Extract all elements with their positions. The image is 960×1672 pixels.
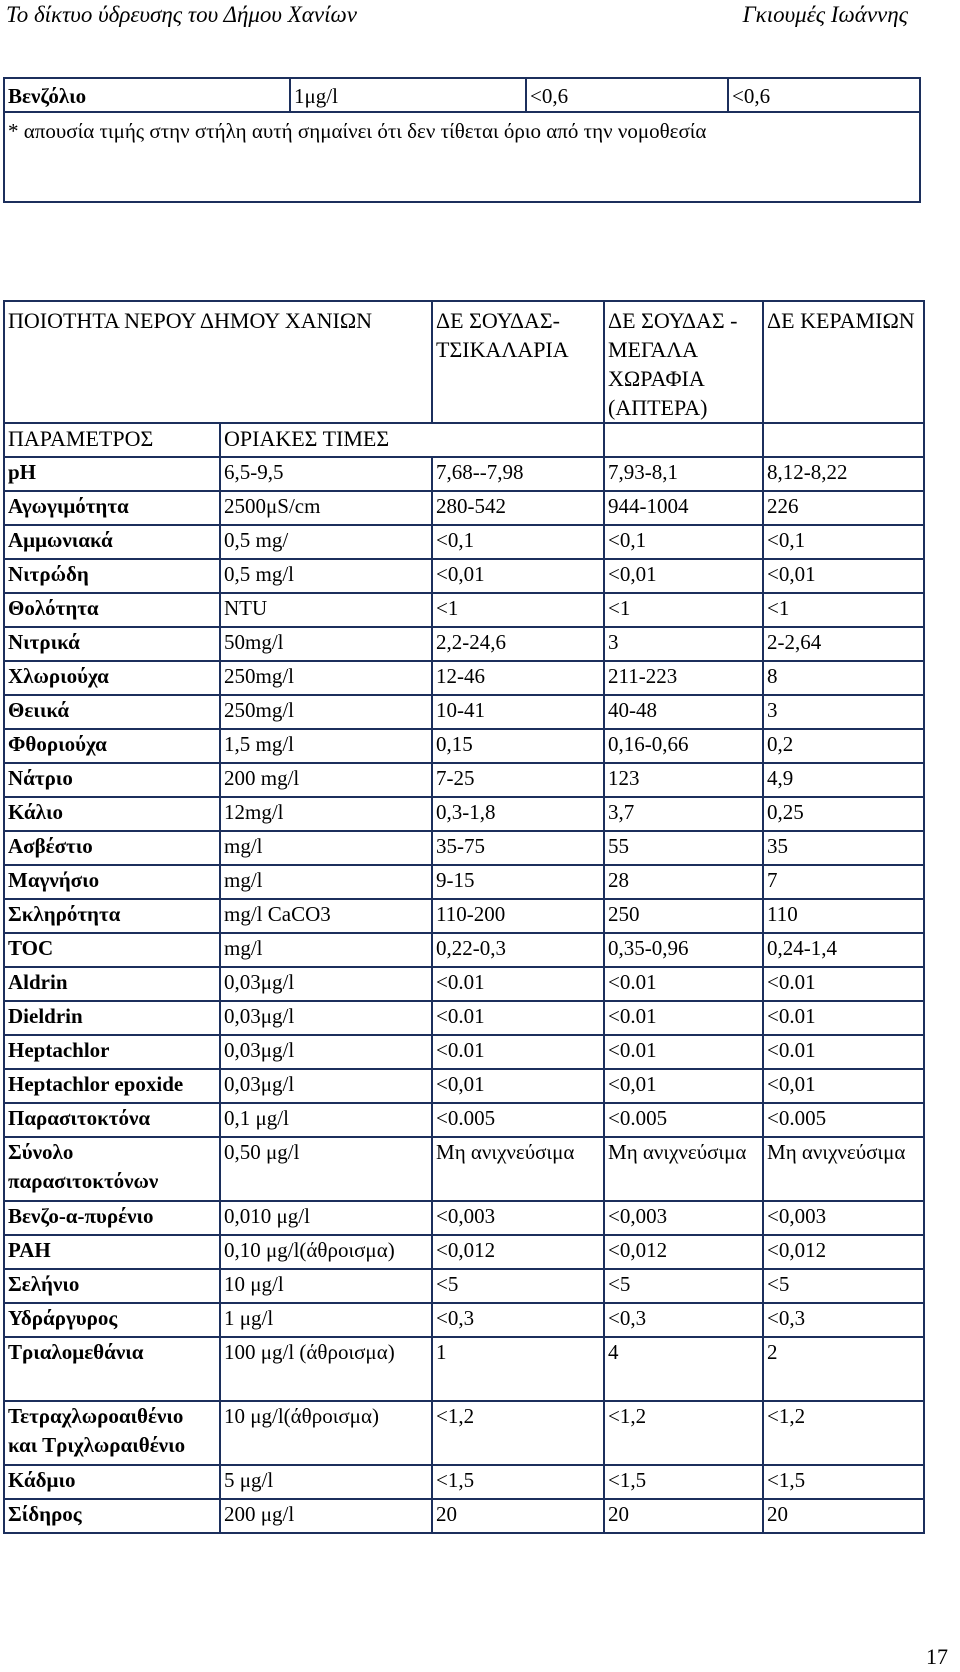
parameter-name: Dieldrin [4,1001,220,1035]
measured-value: 280-542 [432,491,604,525]
measured-value: Μη ανιχνεύσιμα [604,1137,763,1201]
benzene-limit: 1μg/l [289,79,525,111]
limit-value: NTU [220,593,432,627]
benzene-param: Βενζόλιο [8,84,87,108]
limit-values-header: ΟΡΙΑΚΕΣ ΤΙΜΕΣ [220,423,604,457]
limit-value: 5 μg/l [220,1465,432,1499]
measured-value: <0,3 [604,1303,763,1337]
measured-value: 4,9 [763,763,924,797]
table-row [4,1001,924,1035]
measured-value: 226 [763,491,924,525]
measured-value: <1,5 [604,1465,763,1499]
measured-value: 7,93-8,1 [604,457,763,491]
measured-value: <0,01 [763,559,924,593]
column-header-tsikalaria: ΔΕ ΣΟΥΔΑΣ-ΤΣΙΚΑΛΑΡΙΑ [432,301,604,423]
benzene-value-1: <0,6 [525,79,727,111]
limit-value: 250mg/l [220,661,432,695]
measured-value: <0.01 [763,967,924,1001]
table-row [4,899,924,933]
limit-value: mg/l [220,865,432,899]
measured-value: 0,35-0,96 [604,933,763,967]
measured-value: <0,012 [432,1235,604,1269]
measured-value: 9-15 [432,865,604,899]
water-quality-table [3,300,925,1534]
limit-value: 200 μg/l [220,1499,432,1533]
limit-value: 1 μg/l [220,1303,432,1337]
measured-value: <0,01 [604,1069,763,1103]
measured-value: 123 [604,763,763,797]
measured-value: <5 [432,1269,604,1303]
measured-value: 8 [763,661,924,695]
empty-header-cell [763,423,924,457]
table-row [4,1303,924,1337]
measured-value: <1 [432,593,604,627]
parameter-header: ΠΑΡΑΜΕΤΡΟΣ [4,423,220,457]
table-row [4,695,924,729]
measured-value: 20 [432,1499,604,1533]
measured-value: 28 [604,865,763,899]
limit-value: 100 μg/l (άθροισμα) [220,1337,432,1401]
measured-value: <0.01 [432,1035,604,1069]
parameter-name: Φθοριούχα [4,729,220,763]
table-row [4,1137,924,1201]
parameter-name: Ασβέστιο [4,831,220,865]
limit-value: 0,1 μg/l [220,1103,432,1137]
table-row [4,967,924,1001]
table-row [4,1201,924,1235]
limit-value: 0,5 mg/l [220,559,432,593]
running-header-author: Γκιουμές Ιωάννης [742,2,908,27]
parameter-name: Χλωριούχα [4,661,220,695]
measured-value: <0,01 [604,559,763,593]
parameter-name: Σελήνιο [4,1269,220,1303]
measured-value: 1 [432,1337,604,1401]
parameter-name: Τετραχλωροαιθένιο και Τριχλωραιθένιο [4,1401,220,1465]
measured-value: <0.01 [604,1001,763,1035]
measured-value: <0,1 [763,525,924,559]
measured-value: <1,2 [763,1401,924,1465]
parameter-name: Μαγνήσιο [4,865,220,899]
measured-value: <1,2 [604,1401,763,1465]
measured-value: <0,012 [763,1235,924,1269]
table-row [4,1069,924,1103]
limit-value: mg/l CaCO3 [220,899,432,933]
parameter-name: Θολότητα [4,593,220,627]
measured-value: 3 [604,627,763,661]
measured-value: 0,22-0,3 [432,933,604,967]
parameter-name: Υδράργυρος [4,1303,220,1337]
measured-value: 2-2,64 [763,627,924,661]
measured-value: <0,1 [432,525,604,559]
measured-value: <0.01 [432,1001,604,1035]
measured-value: <0.005 [432,1103,604,1137]
table-row [4,491,924,525]
legislation-note: * απουσία τιμής στην στήλη αυτή σημαίνει ότι δεν τίθεται όριο από την νομοθεσία [8,119,707,143]
limit-value: 0,010 μg/l [220,1201,432,1235]
table-row [4,865,924,899]
table-row [4,729,924,763]
parameter-name: Θειικά [4,695,220,729]
measured-value: 0,25 [763,797,924,831]
measured-value: 0,24-1,4 [763,933,924,967]
parameter-name: pH [4,457,220,491]
limit-value: 12mg/l [220,797,432,831]
measured-value: <0,01 [432,559,604,593]
measured-value: <1,5 [763,1465,924,1499]
limit-value: mg/l [220,933,432,967]
parameter-name: Αγωγιμότητα [4,491,220,525]
measured-value: <0,01 [763,1069,924,1103]
measured-value: 0,3-1,8 [432,797,604,831]
limit-value: 10 μg/l(άθροισμα) [220,1401,432,1465]
parameter-name: Παρασιτοκτόνα [4,1103,220,1137]
parameter-name: Σκληρότητα [4,899,220,933]
benzene-value-2: <0,6 [727,79,919,111]
table-row [4,1035,924,1069]
measured-value: 944-1004 [604,491,763,525]
measured-value: 7,68--7,98 [432,457,604,491]
table-row [4,1269,924,1303]
measured-value: 12-46 [432,661,604,695]
limit-value: 0,50 μg/l [220,1137,432,1201]
subheader-row [4,423,924,457]
measured-value: 20 [763,1499,924,1533]
table-row [4,627,924,661]
table-row [4,933,924,967]
measured-value: <0.005 [763,1103,924,1137]
measured-value: 3 [763,695,924,729]
measured-value: 35-75 [432,831,604,865]
measured-value: <5 [763,1269,924,1303]
measured-value: <0,003 [604,1201,763,1235]
limit-value: 0,03μg/l [220,1001,432,1035]
limit-value: 200 mg/l [220,763,432,797]
limit-value: 2500μS/cm [220,491,432,525]
table-row [4,525,924,559]
measured-value: 0,16-0,66 [604,729,763,763]
limit-value: 0,5 mg/ [220,525,432,559]
measured-value: 35 [763,831,924,865]
parameter-name: Σίδηρος [4,1499,220,1533]
measured-value: <0.01 [432,967,604,1001]
measured-value: <1,2 [432,1401,604,1465]
measured-value: <0,1 [604,525,763,559]
parameter-name: Σύνολο παρασιτοκτόνων [4,1137,220,1201]
measured-value: 3,7 [604,797,763,831]
measured-value: <0.01 [604,967,763,1001]
empty-header-cell [604,423,763,457]
running-header-title: Το δίκτυο ύδρευσης του Δήμου Χανίων [6,2,357,27]
measured-value: Μη ανιχνεύσιμα [763,1137,924,1201]
parameter-name: Νιτρώδη [4,559,220,593]
table-row [4,1337,924,1401]
limit-value: 10 μg/l [220,1269,432,1303]
measured-value: <0,003 [763,1201,924,1235]
limit-value: 0,03μg/l [220,1035,432,1069]
measured-value: 0,15 [432,729,604,763]
limit-value: 6,5-9,5 [220,457,432,491]
table-header-row [4,301,924,423]
page-number: 17 [926,1644,948,1669]
measured-value: <0,01 [432,1069,604,1103]
measured-value: 250 [604,899,763,933]
parameter-name: TOC [4,933,220,967]
limit-value: 1,5 mg/l [220,729,432,763]
measured-value: 0,2 [763,729,924,763]
limit-value: 0,10 μg/l(άθροισμα) [220,1235,432,1269]
measured-value: <1,5 [432,1465,604,1499]
measured-value: 110-200 [432,899,604,933]
table-row [4,1499,924,1533]
parameter-name: Νιτρικά [4,627,220,661]
column-header-keramion: ΔΕ ΚΕΡΑΜΙΩΝ [763,301,924,423]
table-row [4,661,924,695]
limit-value: 250mg/l [220,695,432,729]
table-row [4,593,924,627]
measured-value: 55 [604,831,763,865]
measured-value: <0,3 [763,1303,924,1337]
parameter-name: Νάτριο [4,763,220,797]
parameter-name: Αμμωνιακά [4,525,220,559]
measured-value: 10-41 [432,695,604,729]
parameter-name: Βενζο-α-πυρένιο [4,1201,220,1235]
measured-value: Μη ανιχνεύσιμα [432,1137,604,1201]
measured-value: 7-25 [432,763,604,797]
table-row [4,1235,924,1269]
parameter-name: Aldrin [4,967,220,1001]
limit-value: mg/l [220,831,432,865]
measured-value: 2 [763,1337,924,1401]
parameter-name: Heptachlor epoxide [4,1069,220,1103]
measured-value: <0.005 [604,1103,763,1137]
measured-value: 20 [604,1499,763,1533]
benzene-table [3,77,921,203]
measured-value: <0.01 [763,1035,924,1069]
measured-value: 211-223 [604,661,763,695]
table-row [4,1401,924,1465]
measured-value: <0.01 [604,1035,763,1069]
measured-value: 40-48 [604,695,763,729]
measured-value: <5 [604,1269,763,1303]
table-row [4,1103,924,1137]
measured-value: <0.01 [763,1001,924,1035]
parameter-name: Κάλιο [4,797,220,831]
measured-value: 8,12-8,22 [763,457,924,491]
column-header-aptera: ΔΕ ΣΟΥΔΑΣ - ΜΕΓΑΛΑ ΧΩΡΑΦΙΑ (ΑΠΤΕΡΑ) [604,301,763,423]
table-title: ΠΟΙΟΤΗΤΑ ΝΕΡΟΥ ΔΗΜΟΥ ΧΑΝΙΩΝ [4,301,432,423]
parameter-name: Heptachlor [4,1035,220,1069]
measured-value: <0,012 [604,1235,763,1269]
table-row [4,457,924,491]
table-row [4,559,924,593]
table-row [4,831,924,865]
parameter-name: PAH [4,1235,220,1269]
measured-value: 2,2-24,6 [432,627,604,661]
measured-value: <1 [604,593,763,627]
measured-value: 4 [604,1337,763,1401]
limit-value: 0,03μg/l [220,1069,432,1103]
measured-value: 110 [763,899,924,933]
table-row [4,797,924,831]
table-row [4,763,924,797]
limit-value: 50mg/l [220,627,432,661]
benzene-row [5,79,919,113]
measured-value: <0,003 [432,1201,604,1235]
measured-value: <1 [763,593,924,627]
parameter-name: Κάδμιο [4,1465,220,1499]
parameter-name: Τριαλομεθάνια [4,1337,220,1401]
limit-value: 0,03μg/l [220,967,432,1001]
measured-value: <0,3 [432,1303,604,1337]
table-row [4,1465,924,1499]
measured-value: 7 [763,865,924,899]
